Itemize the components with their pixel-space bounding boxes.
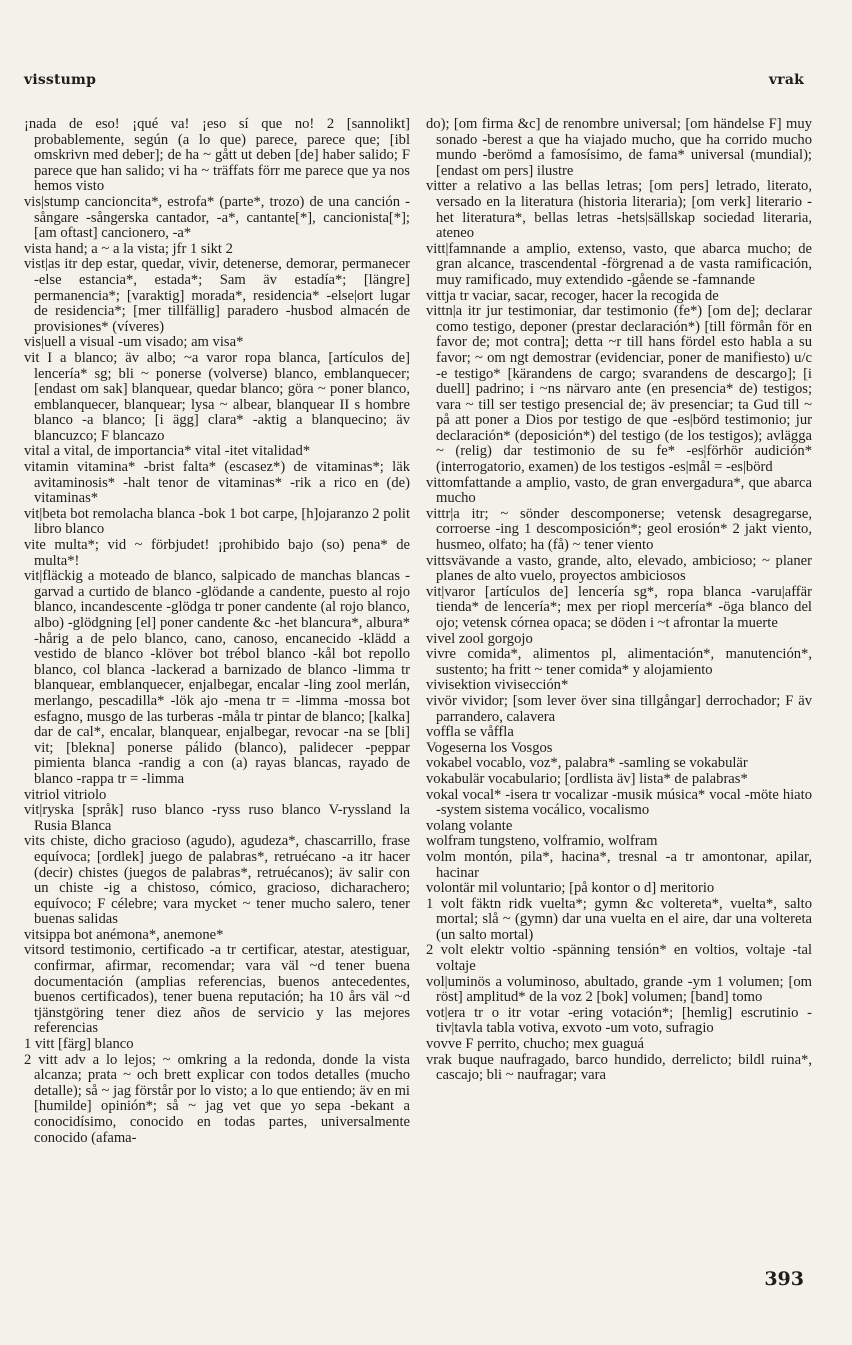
entry: vista hand; a ~ a la vista; jfr 1 sikt 2 xyxy=(24,240,233,257)
entry: vit|varor [artículos de] lencería sg*, ropa blanca -varu|affär tienda* de lencería*; mex per riopl mercería* -öga blanco del ojo; vetensk córnea opaca; se döden i ~t afrontar la muerte xyxy=(426,583,812,631)
entry: vit|ryska [språk] ruso blanco -ryss ruso blanco V-ryssland la Rusia Blanca xyxy=(24,802,410,834)
entry: vits chiste, dicho gracioso (agudo), agudeza*, chascarrillo, frase equívoca; [ordlek] juego de palabras*, retruécano -a itr hacer (decir) chistes (juegos de palabras*, retruécanos); äv salir con un chiste -ig a chistoso, cómico, gracioso, dicharachero; equívoco; F célebre; vara mycket ~ tener mucho salero, tener buenas salidas xyxy=(24,833,410,928)
entry: vit I a blanco; äv albo; ~a varor ropa blanca, [artículos de] lencería* sg; bli ~ ponerse (volverse) blanco, emblanquecer; [endast om sak] blanquear, quedar blanco; göra ~ poner blanco, emblanquecer, blanquear; lysa ~ albear, blanquear II s hombre blanco -a blanco; [i ägg] clara* -aktig a blanquecino; äv blancuzco; F blancazo xyxy=(24,349,410,444)
entry: vit|fläckig a moteado de blanco, salpicado de manchas blancas -garvad a curtido de blanco -glödande a candente, puesto al rojo blanco, incandescente -glödga tr poner candente (al rojo blanco, albo) -glödgning [el] poner candente &c -het blancura*, albura* -hårig a de pelo blanco, cano, canoso, encanecido -klädd a vestido de blanco -klöver bot trébol blanco -kål bot repollo blanco, col blanca -lackerad a barnizado de blanco -limma tr blanquear, emblanquecer, enjalbegar, encalar -ling zool merlán, merlango, pescadilla* -lök ajo -mena tr = -limma -mossa bot esfagno, musgo de las turberas -måla tr pintar de blanco; [kalka] dar de cal*, encalar, blanquear, enjalbegar, revocar -na se [bli] vit; [blekna] ponerse pálido (blanco), palidecer -peppar pimienta blanca -randig a con (a) rayas blancas, rayado de blanco -rappa tr = -limma xyxy=(24,568,410,787)
entry: vivre comida*, alimentos pl, alimentación*, manutención*, sustento; ha fritt ~ tener comida* y alojamiento xyxy=(426,646,812,678)
entry: vokabulär vocabulario; [ordlista äv] lista* de palabras* xyxy=(426,770,748,787)
page-number: 393 xyxy=(764,1268,804,1290)
entry: vivel zool gorgojo xyxy=(426,630,533,647)
entry: 2 vitt adv a lo lejos; ~ omkring a la redonda, donde la vista alcanza; prata ~ och brett explicar con todos detalles (mucho detalle); så ~ jag förstår por lo visto; a lo que entiendo; äv en mi [humilde] opinión*; så ~ jag vet que yo sepa -bekant a conocidísimo, conocido en todas partes, universalmente conocido (afama- xyxy=(24,1051,410,1146)
entry: vist|as itr dep estar, quedar, vivir, detenerse, demorar, permanecer -else estancia*, estada*; Sam äv estadía*; [längre] permanencia*; [varaktig] morada*, residencia* -else|ort lugar de residencia*; [mer tillfällig] paradero -husbod almacén de provisiones* (víveres) xyxy=(24,256,410,335)
entry: vittsvävande a vasto, grande, alto, elevado, ambicioso; ~ planer planes de alto vuelo, proyectos ambiciosos xyxy=(426,552,812,585)
entry: vokal vocal* -isera tr vocalizar -musik música* vocal -möte hiato -system sistema vocálico, vocalismo xyxy=(426,786,812,819)
entry: voffla se våffla xyxy=(426,724,514,741)
entry: vivisektion vivisección* xyxy=(426,677,569,694)
entry: volontär mil voluntario; [på kontor o d] meritorio xyxy=(426,880,715,897)
entry: vittja tr vaciar, sacar, recoger, hacer la recogida de xyxy=(426,287,719,304)
entry: ¡nada de eso! ¡qué va! ¡eso sí que no! 2 [sannolikt] probablemente, según (a lo que) parece, parece que; [ibl omskrivn med deber]; de ha ~ gått ut deben [de] haber salido; F parece que han salido; vi ha ~ träffats förr me parece que ya nos hemos visto xyxy=(24,116,410,195)
entry: vrak buque naufragado, barco hundido, derrelicto; bildl ruina*, cascajo; bli ~ naufragar; vara xyxy=(426,1051,812,1084)
entry: vite multa*; vid ~ förbjudet! ¡prohibido bajo (so) pena* de multa*! xyxy=(24,537,410,569)
entry: 2 volt elektr voltio -spänning tensión* en voltios, voltaje -tal voltaje xyxy=(426,942,812,975)
entry: vivör vividor; [som lever över sina tillgångar] derrochador; F äv parrandero, calavera xyxy=(426,692,812,725)
entry: vovve F perrito, chucho; mex guaguá xyxy=(426,1036,645,1053)
entry: vittn|a itr jur testimoniar, dar testimonio (fe*) [om de]; declarar como testigo, deponer (prestar declaración*) [till förmån för en favor de; mot contra]; detta ~r till hans fördel esto habla a su favor; ~ om ngt demostrar (evidenciar, poner de manifiesto) u/c -e testigo* [kärandens de cargo; svarandens de descargo]; [i duell] padrino; i ~ns närvaro ante (en presencia* de) testigos; vara ~ till ser testigo presencial de; äv presenciar; ta Gud till ~ på att poner a Dios por testigo de que -es|börd testimonio; jur declaración* (deposición*) del testigo (de los testigos); avlägga ~ (relig) dar testimonio de su fe* -es|förhör audición* (interrogatorio, examen) de los testigos -es|mål = -es|börd xyxy=(426,303,812,476)
entry: 1 volt fäktn ridk vuelta*; gymn &c voltereta*, vuelta*, salto mortal; slå ~ (gymn) dar una vuelta en el aire, dar una voltereta (un salto mortal) xyxy=(426,895,812,943)
entry: vot|era tr o itr votar -ering votación*; [hemlig] escrutinio -tiv|tavla tabla votiva, exvoto -um voto, sufragio xyxy=(426,1004,812,1037)
entry: vitsippa bot anémona*, anemone* xyxy=(24,926,224,943)
entry: vit|beta bot remolacha blanca -bok 1 bot carpe, [h]ojaranzo 2 polit libro blanco xyxy=(24,505,410,538)
entry: vital a vital, de importancia* vital -itet vitalidad* xyxy=(24,443,311,460)
entry: Vogeserna los Vosgos xyxy=(426,739,553,756)
entry: vol|uminös a voluminoso, abultado, grande -ym 1 volumen; [om röst] amplitud* de la voz 2 [bok] volumen; [band] tomo xyxy=(426,973,812,1006)
entry: do); [om firma &c] de renombre universal; [om händelse F] muy sonado -berest a que ha viajado mucho, que ha corrido mucho mundo -berömd a famosísimo, de fama* universal (mundial); [endast om pers] ilustre xyxy=(426,116,812,179)
dictionary-column-right xyxy=(426,117,812,1084)
entry: wolfram tungsteno, volframio, wolfram xyxy=(426,833,658,850)
entry: vitamin vitamina* -brist falta* (escasez*) de vitaminas*; läk avitaminosis* -halt tenor de vitaminas* -rik a rico en (de) vitaminas* xyxy=(24,459,410,507)
entry: volang volante xyxy=(426,817,513,834)
entry: vittr|a itr; ~ sönder descomponerse; vetensk desagregarse, corroerse -ing 1 descomposición*; geol erosión* 2 jakt viento, husmeo, olfato; ha (få) ~ tener viento xyxy=(426,505,812,554)
entry: vis|stump cancioncita*, estrofa* (parte*, trozo) de una canción -sångare -sångerska cantador, -a*, cantante[*], cancionista[*]; [am oftast] cancionero, -a* xyxy=(24,193,410,242)
entry: vittomfattande a amplio, vasto, de gran envergadura*, que abarca mucho xyxy=(426,474,812,507)
entry: vitter a relativo a las bellas letras; [om pers] letrado, literato, versado en la literatura (historia literaria); [om verk] literario -het literatura*, bellas letras -hets|sällskap sociedad literaria, ateneo xyxy=(426,178,812,242)
entry: vis|uell a visual -um visado; am visa* xyxy=(24,334,244,351)
entry: vitsord testimonio, certificado -a tr certificar, atestar, atestiguar, confirmar, afirmar, recomendar; vara väl ~d tener buena documentación (amplias referencias, buenos antecedentes, buenos certificados), tener buena reputación; ha 10 års väl ~d tjänstgöring tener diez años de servicio y las mejores referencias xyxy=(24,942,410,1037)
entry: volm montón, pila*, hacina*, tresnal -a tr amontonar, apilar, hacinar xyxy=(426,848,812,881)
running-head-left: visstump xyxy=(24,72,97,88)
running-head-right: vrak xyxy=(768,72,804,88)
entry: vitt|famnande a amplio, extenso, vasto, que abarca mucho; de gran alcance, trascendental -förgrenad a de vasta ramificación, muy ramificado, muy extendido -gående se -famnande xyxy=(426,240,812,288)
entry: vokabel vocablo, voz*, palabra* -samling se vokabulär xyxy=(426,755,748,772)
entry: 1 vitt [färg] blanco xyxy=(24,1036,134,1053)
dictionary-column-left xyxy=(24,117,410,1146)
entry: vitriol vitriolo xyxy=(24,786,107,803)
